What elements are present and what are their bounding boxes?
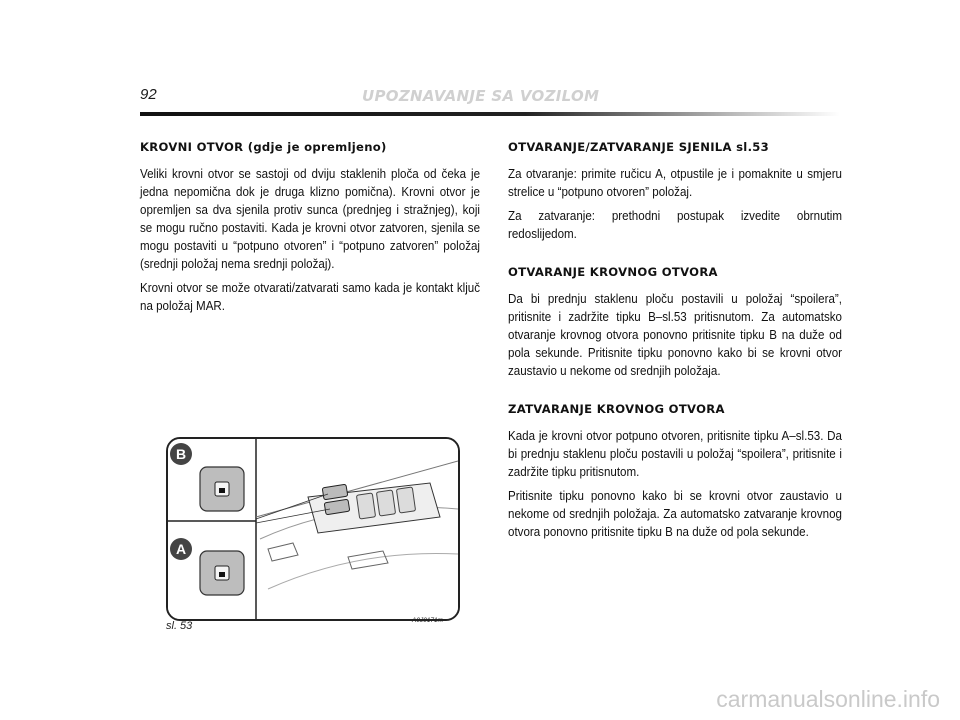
label-a-badge (170, 538, 192, 560)
button-b (200, 467, 244, 511)
figure-caption: sl. 53 (166, 620, 193, 632)
watermark: carmanualsonline.info (716, 686, 940, 712)
sunroof-paragraph-2: Krovni otvor se može otvarati/zatvarati samo kada je kontakt ključ na položaj MAR. (140, 281, 481, 313)
sunshade-heading: OTVARANJE/ZATVARANJE SJENILA sl.53 (508, 140, 770, 154)
left-column (140, 138, 480, 321)
right-column (508, 138, 842, 547)
figure-illustration (168, 439, 458, 619)
page-number: 92 (140, 86, 157, 103)
svg-text:B: B (175, 446, 187, 462)
section-title: UPOZNAVANJE SA VOZILOM (362, 87, 600, 105)
sunshade-paragraph-2: Za zatvaranje: prethodni postupak izvedite obrnutim redoslijedom. (508, 209, 843, 241)
sunroof-paragraph-1: Veliki krovni otvor se sastoji od dviju staklenih ploča od čeka je jedna nepomična dok je druga klizno pomična). Krovni otvor je opremljen sa dva sjenila protiv sunca (prednjeg i stražnjeg), koji se mogu ručno postaviti. Kada je krovni otvor zatvoren, sjenila se mogu postaviti u “potpuno otvoren” i “potpuno zatvoren” položaj (srednji položaj nema srednji položaj). (140, 167, 481, 271)
sunroof-heading: KROVNI OTVOR (gdje je opremljeno) (140, 140, 387, 154)
button-a (200, 551, 244, 595)
open-sunroof-paragraph: Da bi prednju staklenu ploču postavili u položaj “spoilera”, pritisnite i zadržite tipku B–sl.53 pritisnutom. Za automatsko otvaranje krovnog otvora ponovno pritisnite tipku B na duže od pola sekunde. Pritisnite tipku ponovno kako bi se krovni otvor zaustavio u nekome od srednjih položaja. (508, 292, 843, 378)
close-sunroof-heading: ZATVARANJE KROVNOG OTVORA (508, 402, 725, 416)
open-sunroof-heading: OTVARANJE KROVNOG OTVORA (508, 265, 718, 279)
close-sunroof-paragraph-2: Pritisnite tipku ponovno kako bi se krovni otvor zaustavio u nekome od srednjih položaja. Za automatsko zatvaranje krovnog otvora ponovno pritisnite tipku B na duže od pola sekunde. (508, 489, 843, 539)
sunshade-paragraph-1: Za otvaranje: primite ručicu A, otpustile je i pomaknite u smjeru strelice u “potpuno otvoren” položaj. (508, 167, 843, 199)
label-b-badge (170, 443, 192, 465)
sunroof-control-figure (166, 437, 460, 621)
figure-code: A0J0171m (412, 617, 444, 624)
page-header (140, 86, 840, 116)
header-rule (140, 112, 840, 116)
svg-text:A: A (175, 541, 187, 557)
close-sunroof-paragraph-1: Kada je krovni otvor potpuno otvoren, pritisnite tipku A–sl.53. Da bi prednju staklenu ploču postavili u položaj “spoilera”, pritisnite i zadržite tipku pritisnutom. (508, 429, 843, 479)
